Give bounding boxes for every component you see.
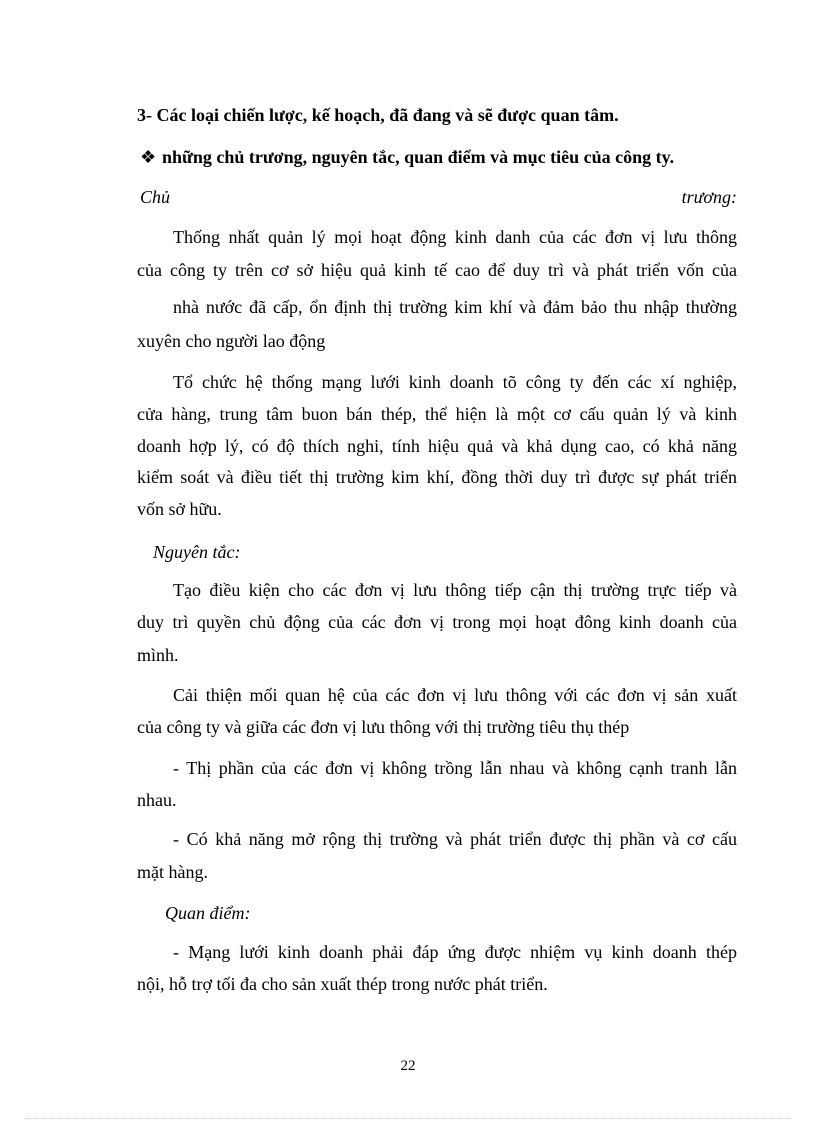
paragraph-line: doanh hợp lý, có độ thích nghi, tính hiệu quả và khả dụng cao, có khả năng	[137, 436, 737, 456]
paragraph-line: mình.	[137, 645, 179, 665]
bullet-heading-text: những chủ trương, nguyên tắc, quan điểm và mục tiêu của công ty.	[162, 147, 675, 167]
paragraph-line: duy trì quyền chủ động của các đơn vị trong mọi hoạt đông kinh doanh của	[137, 612, 737, 632]
page-bottom-border	[25, 1118, 791, 1119]
nguyen-tac-label: Nguyên tắc:	[153, 542, 241, 562]
quan-diem-label: Quan điểm:	[165, 903, 251, 923]
paragraph-line: Thống nhất quản lý mọi hoạt động kinh danh của các đơn vị lưu thông	[173, 227, 737, 247]
paragraph-line: kiểm soát và điều tiết thị trường kim khí, đồng thời duy trì được sự phát triển	[137, 467, 737, 487]
paragraph-line: - Có khả năng mở rộng thị trường và phát triển được thị phần và cơ cấu	[173, 829, 737, 849]
bullet-heading	[140, 145, 674, 169]
chu-truong-label-left: Chủ	[140, 187, 171, 207]
paragraph-line: mặt hàng.	[137, 862, 208, 882]
paragraph-line: Tổ chức hệ thống mạng lưới kinh doanh tõ công ty đến các xí nghiệp,	[173, 372, 737, 392]
paragraph-line: vốn sở hữu.	[137, 499, 222, 519]
paragraph-line: nhà nước đã cấp, ổn định thị trường kim khí và đảm bảo thu nhập thường	[173, 297, 737, 317]
paragraph-line: nhau.	[137, 790, 177, 810]
paragraph-line: nội, hỗ trợ tối đa cho sản xuất thép trong nước phát triển.	[137, 974, 548, 994]
chu-truong-label-right: trương:	[681, 187, 737, 207]
paragraph-line: của công ty và giữa các đơn vị lưu thông với thị trường tiêu thụ thép	[137, 717, 630, 737]
paragraph-line: của công ty trên cơ sở hiệu quả kinh tế cao để duy trì và phát triển vốn của	[137, 260, 737, 280]
paragraph-line: Cải thiện mối quan hệ của các đơn vị lưu thông với các đơn vị sản xuất	[173, 685, 737, 705]
section-heading: 3- Các loại chiến lược, kế hoạch, đã đang và sẽ được quan tâm.	[137, 105, 619, 125]
paragraph-line: - Mạng lưới kinh doanh phải đáp ứng được nhiệm vụ kinh doanh thép	[173, 942, 737, 962]
diamond-bullet-icon: ❖	[140, 147, 157, 167]
page-number: 22	[400, 1058, 416, 1074]
paragraph-line: xuyên cho người lao động	[137, 331, 326, 351]
paragraph-line: cửa hàng, trung tâm buon bán thép, thể hiện là một cơ cấu quản lý và kinh	[137, 404, 737, 424]
paragraph-line: Tạo điều kiện cho các đơn vị lưu thông tiếp cận thị trường trực tiếp và	[173, 580, 737, 600]
paragraph-line: - Thị phần của các đơn vị không trồng lẫn nhau và không cạnh tranh lẫn	[173, 758, 737, 778]
